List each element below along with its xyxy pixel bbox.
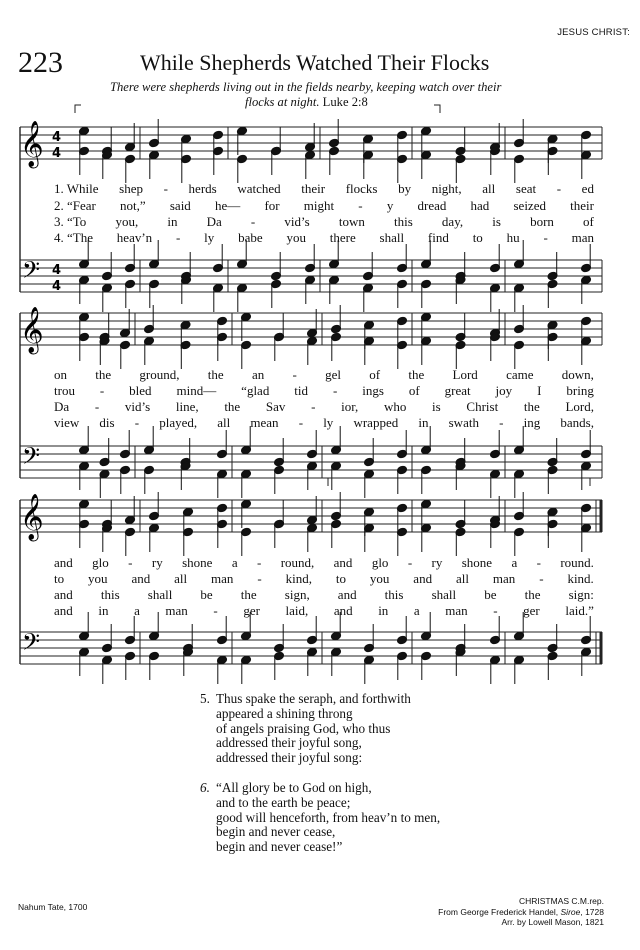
lyric-syllable: of xyxy=(408,383,420,398)
lyric-syllable: - xyxy=(536,555,541,570)
lyric-line xyxy=(54,383,594,399)
lyric-line xyxy=(54,603,594,619)
stanza-5-number: 5. xyxy=(200,691,210,706)
section-heading: JESUS CHRIST: xyxy=(557,27,630,38)
lyric-syllable: 3. “To xyxy=(54,214,87,229)
lyric-syllable: a xyxy=(413,603,420,618)
lyric-syllable: man xyxy=(445,603,468,618)
lyric-syllable: laid.” xyxy=(565,603,594,618)
lyric-syllable: and xyxy=(333,603,353,618)
lyric-syllable: and xyxy=(131,571,151,586)
phrase-bracket xyxy=(434,105,440,113)
time-signature-bottom: 4 xyxy=(52,146,62,161)
stanza-6-number: 6. xyxy=(200,780,210,795)
lyric-syllable: in xyxy=(378,603,389,618)
lyric-syllable: town xyxy=(338,214,365,229)
stanza-line: appeared a shining throng xyxy=(216,705,353,721)
lyric-syllable: laid, xyxy=(285,603,309,618)
lyric-syllable: this xyxy=(384,587,404,602)
lyric-syllable: ed xyxy=(581,181,594,196)
lyric-syllable: ger xyxy=(243,603,260,618)
lyric-syllable: - xyxy=(134,415,140,430)
lyric-syllable: y xyxy=(386,198,394,213)
treble-clef-icon: 𝄞 xyxy=(20,121,44,167)
lyric-syllable: - xyxy=(257,571,262,586)
lyric-syllable: their xyxy=(570,198,594,213)
lyric-syllable: be xyxy=(200,587,213,602)
scripture-reference: Luke 2:8 xyxy=(322,95,368,109)
lyric-syllable: might xyxy=(303,198,335,213)
stanza-line: “All glory be to God on high, xyxy=(216,780,372,795)
lyric-syllable: he— xyxy=(214,198,241,213)
lyric-syllable: kind, xyxy=(285,571,312,586)
stanza-line: addressed their joyful song: xyxy=(216,750,363,766)
lyric-syllable: great xyxy=(444,383,471,398)
lyric-syllable: Sav xyxy=(265,399,286,414)
lyric-syllable: you xyxy=(369,571,390,586)
lyric-syllable: there xyxy=(329,230,356,245)
lyric-syllable: in xyxy=(167,214,178,229)
lyric-syllable: round, xyxy=(280,555,315,570)
lyric-syllable: herds xyxy=(188,181,217,196)
lyric-syllable: ly xyxy=(204,230,215,245)
lyric-syllable: the xyxy=(524,587,541,602)
lyric-line xyxy=(54,181,594,197)
lyric-syllable: the xyxy=(523,399,540,414)
lyric-syllable: ry xyxy=(151,555,163,570)
lyric-syllable: day, xyxy=(441,214,464,229)
lyric-syllable: ly xyxy=(323,415,334,430)
lyric-syllable: who xyxy=(383,399,407,414)
scripture-quote-italic: flocks at night. xyxy=(245,95,320,109)
lyric-syllable: bands, xyxy=(560,415,594,430)
lyric-syllable: all xyxy=(455,571,469,586)
lyric-syllable: heav’n xyxy=(116,230,153,245)
lyric-syllable: seized xyxy=(513,198,546,213)
lyric-syllable: man xyxy=(571,230,594,245)
stanza-line: good will henceforth, from heav’n to men, xyxy=(216,809,441,825)
lyric-syllable: of xyxy=(369,367,381,382)
lyric-syllable: seat xyxy=(515,181,537,196)
lyric-line xyxy=(54,367,594,383)
lyric-syllable: - xyxy=(128,555,133,570)
lyric-syllable: line, xyxy=(175,399,199,414)
lyric-syllable: ior, xyxy=(341,399,359,414)
stanza-5 xyxy=(200,692,411,766)
lyric-syllable: - xyxy=(493,603,498,618)
lyric-syllable: glo xyxy=(92,555,109,570)
lyric-syllable: man xyxy=(211,571,234,586)
stanza-line: begin and never cease!” xyxy=(216,839,343,855)
scripture-quote-line1: There were shepherds living out in the fields nearby, keeping watch over their xyxy=(110,80,502,94)
lyric-syllable: be xyxy=(484,587,497,602)
lyric-syllable: not,” xyxy=(120,198,146,213)
lyric-syllable: this xyxy=(100,587,120,602)
arranger: Arr. by Lowell Mason, 1821 xyxy=(501,917,604,927)
lyric-syllable: find xyxy=(427,230,449,245)
tune-source-suffix: , 1728 xyxy=(580,906,604,917)
lyric-syllable: is xyxy=(492,214,501,229)
lyric-syllable: - xyxy=(407,555,413,570)
lyric-syllable: - xyxy=(163,181,168,196)
lyric-syllable: kind. xyxy=(567,571,594,586)
lyric-syllable: down, xyxy=(561,367,594,382)
lyric-syllable: and xyxy=(337,587,357,602)
lyric-syllable: 4. “The xyxy=(54,230,93,245)
lyric-syllable: and xyxy=(54,587,73,602)
lyric-syllable: babe xyxy=(238,230,263,245)
lyric-syllable: - xyxy=(256,555,262,570)
lyric-syllable: - xyxy=(94,399,100,414)
lyric-line xyxy=(54,571,594,587)
lyric-syllable: hu xyxy=(506,230,520,245)
lyric-syllable: - xyxy=(358,198,363,213)
treble-clef-icon: 𝄞 xyxy=(20,307,44,353)
lyric-syllable: shone xyxy=(182,555,213,570)
lyric-syllable: the xyxy=(95,367,112,382)
lyric-syllable: flocks xyxy=(345,181,378,196)
lyric-syllable: I xyxy=(537,383,542,398)
time-signature-bottom: 4 xyxy=(52,279,62,294)
lyric-syllable: shone xyxy=(461,555,493,570)
lyric-syllable: view xyxy=(54,415,80,430)
lyric-syllable: came xyxy=(506,367,534,382)
lyric-syllable: a xyxy=(231,555,238,570)
tune-source xyxy=(438,907,604,918)
lyric-syllable: - xyxy=(311,399,316,414)
lyric-line xyxy=(54,555,594,571)
tune-credit xyxy=(438,896,604,928)
stanza-line: begin and never cease, xyxy=(216,824,336,840)
lyric-syllable: 1. While xyxy=(54,181,99,196)
tune-source-prefix: From George Frederick Handel, xyxy=(438,906,561,917)
phrase-bracket xyxy=(75,105,81,113)
lyric-syllable: an xyxy=(251,367,265,382)
lyric-syllable: their xyxy=(301,181,326,196)
lyric-syllable: - xyxy=(539,571,544,586)
treble-clef-icon: 𝄞 xyxy=(20,494,44,540)
lyric-syllable: all xyxy=(217,415,231,430)
lyric-line xyxy=(54,230,594,246)
lyric-syllable: - xyxy=(556,181,562,196)
bass-clef-icon: 𝄢 xyxy=(22,256,41,289)
lyric-syllable: - xyxy=(175,230,181,245)
tune-name: CHRISTMAS C.M.rep. xyxy=(518,896,604,906)
lyric-syllable: - xyxy=(213,603,218,618)
phrase-bracket xyxy=(328,478,334,486)
lyric-syllable: played, xyxy=(159,415,198,430)
stanza-line: of angels praising God, who thus xyxy=(216,720,391,736)
lyric-syllable: sign, xyxy=(284,587,310,602)
phrase-bracket xyxy=(584,478,590,486)
lyric-syllable: dis xyxy=(99,415,115,430)
tune-source-work: Siroe xyxy=(560,906,581,917)
lyric-syllable: dread xyxy=(417,198,447,213)
lyric-syllable: vid’s xyxy=(124,399,151,414)
lyric-syllable: to xyxy=(335,571,346,586)
lyric-syllable: wrapped xyxy=(353,415,399,430)
lyric-syllable: to xyxy=(472,230,483,245)
hymn-number: 223 xyxy=(18,46,63,79)
lyric-syllable: swath xyxy=(448,415,479,430)
lyric-line xyxy=(54,415,594,431)
lyric-syllable: Christ xyxy=(466,399,499,414)
lyric-syllable: ings xyxy=(362,383,384,398)
lyric-syllable: sign: xyxy=(568,587,594,602)
lyric-syllable: on xyxy=(54,367,67,382)
lyric-syllable: - xyxy=(99,383,105,398)
lyric-syllable: night, xyxy=(431,181,462,196)
stanza-line: Thus spake the seraph, and forthwith xyxy=(216,691,411,706)
lyric-syllable: and xyxy=(54,555,73,570)
lyric-syllable: - xyxy=(499,415,504,430)
lyric-syllable: to xyxy=(54,571,65,586)
lyric-syllable: all xyxy=(482,181,496,196)
lyric-syllable: you, xyxy=(115,214,139,229)
lyric-syllable: of xyxy=(583,214,594,229)
lyric-syllable: in xyxy=(98,603,109,618)
lyric-syllable: and xyxy=(54,603,73,618)
stanza-line: addressed their joyful song, xyxy=(216,735,362,751)
lyric-syllable: and xyxy=(333,555,353,570)
lyric-syllable: Lord xyxy=(452,367,478,382)
time-signature-top: 4 xyxy=(52,130,62,145)
lyric-syllable: for xyxy=(264,198,280,213)
lyric-syllable: 2. “Fear xyxy=(54,198,96,213)
lyric-syllable: the xyxy=(207,367,224,382)
lyric-syllable: the xyxy=(224,399,241,414)
lyric-syllable: - xyxy=(332,383,338,398)
lyric-syllable: - xyxy=(543,230,548,245)
lyric-syllable: and xyxy=(413,571,433,586)
lyric-line xyxy=(54,399,594,415)
lyric-syllable: ground, xyxy=(139,367,180,382)
lyric-syllable: glo xyxy=(371,555,389,570)
lyric-syllable: shep xyxy=(119,181,143,196)
lyric-syllable: you xyxy=(286,230,306,245)
lyric-syllable: in xyxy=(418,415,429,430)
time-signature-top: 4 xyxy=(52,263,62,278)
lyric-syllable: ry xyxy=(431,555,443,570)
lyric-syllable: Da xyxy=(206,214,222,229)
lyric-syllable: ger xyxy=(523,603,540,618)
bass-clef-icon: 𝄢 xyxy=(22,442,41,475)
lyric-syllable: Da xyxy=(54,399,70,414)
lyric-syllable: the xyxy=(240,587,257,602)
lyric-syllable: a xyxy=(511,555,518,570)
lyric-syllable: shall xyxy=(379,230,405,245)
lyric-line xyxy=(54,198,594,214)
lyric-syllable: man xyxy=(492,571,516,586)
lyric-syllable: round. xyxy=(560,555,594,570)
lyric-syllable: vid’s xyxy=(284,214,310,229)
lyric-syllable: gel xyxy=(325,367,341,382)
lyric-syllable: had xyxy=(470,198,490,213)
bass-clef-icon: 𝄢 xyxy=(22,628,41,661)
lyric-syllable: born xyxy=(530,214,554,229)
lyric-syllable: shall xyxy=(431,587,457,602)
lyric-line xyxy=(54,214,594,230)
lyric-syllable: a xyxy=(134,603,140,618)
lyric-syllable: bled xyxy=(129,383,152,398)
lyric-syllable: by xyxy=(398,181,412,196)
lyric-syllable: - xyxy=(292,367,297,382)
lyric-syllable: said xyxy=(169,198,191,213)
lyric-syllable: Lord, xyxy=(565,399,594,414)
lyric-syllable: shall xyxy=(147,587,173,602)
lyric-syllable: all xyxy=(174,571,188,586)
lyric-syllable: mind— xyxy=(176,383,217,398)
lyric-syllable: - xyxy=(298,415,304,430)
lyric-syllable: mean xyxy=(250,415,279,430)
lyric-syllable: man xyxy=(165,603,188,618)
lyric-line xyxy=(54,587,594,603)
lyric-syllable: watched xyxy=(237,181,281,196)
lyric-syllable: the xyxy=(408,367,425,382)
lyric-syllable: - xyxy=(250,214,256,229)
lyric-syllable: ing xyxy=(523,415,541,430)
lyric-syllable: this xyxy=(393,214,413,229)
lyric-syllable: joy xyxy=(495,383,513,398)
stanza-line: and to the earth be peace; xyxy=(216,794,351,810)
lyric-syllable: you xyxy=(88,571,108,586)
lyric-syllable: “glad xyxy=(241,383,270,398)
lyric-syllable: bring xyxy=(566,383,594,398)
lyric-syllable: tid xyxy=(294,383,308,398)
stanza-6 xyxy=(200,781,440,855)
author-credit: Nahum Tate, 1700 xyxy=(18,902,88,912)
hymn-title: While Shepherds Watched Their Flocks xyxy=(140,50,490,75)
lyric-syllable: trou xyxy=(54,383,75,398)
lyric-syllable: is xyxy=(432,399,441,414)
